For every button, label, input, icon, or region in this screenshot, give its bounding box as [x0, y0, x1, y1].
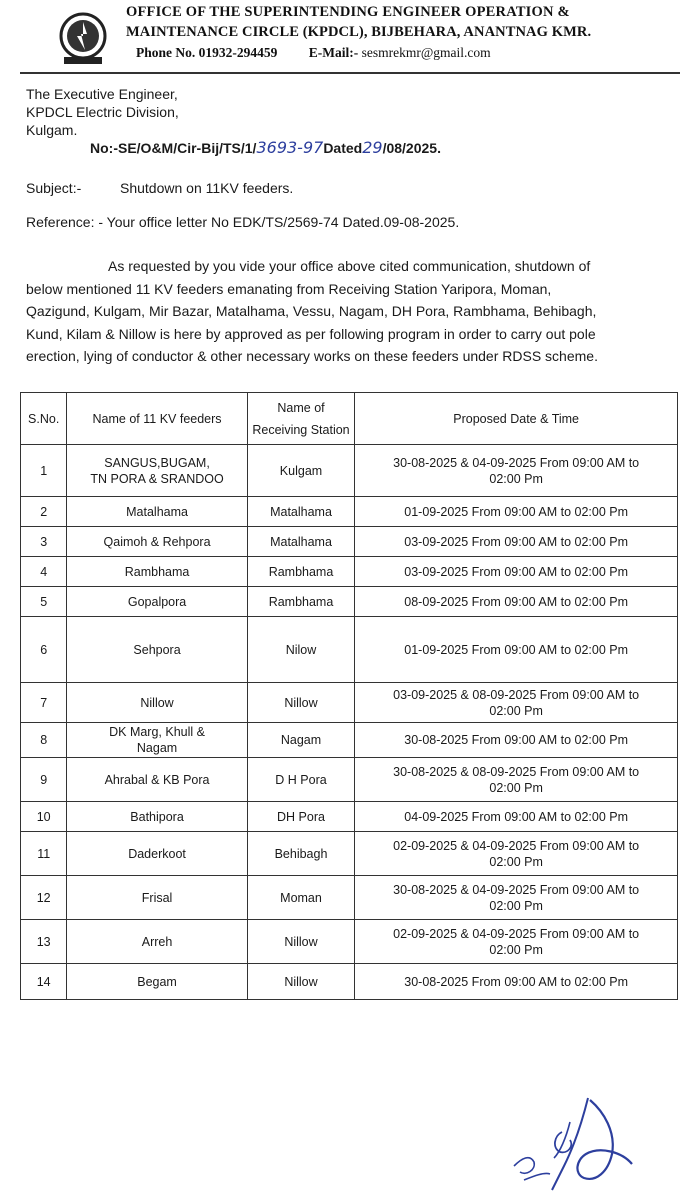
date-time-line1: 30-08-2025 From 09:00 AM to 02:00 Pm	[404, 974, 629, 989]
handwritten-signature-icon	[504, 1092, 644, 1196]
email-label: E-Mail:-	[308, 45, 359, 60]
table-row	[21, 527, 678, 557]
letterhead-contact	[136, 45, 491, 61]
cell-feeder-name	[67, 876, 247, 920]
cell-sno: 14	[21, 964, 67, 1000]
table-row	[21, 802, 678, 832]
cell-date-time	[355, 802, 678, 832]
reference-line: Reference: - Your office letter No EDK/TS/2569-74 Dated.09-08-2025.	[26, 214, 460, 230]
table-row	[21, 497, 678, 527]
cell-feeder-name	[67, 758, 247, 802]
table-row	[21, 832, 678, 876]
date-time-line2: 02:00 Pm	[489, 780, 543, 795]
cell-receiving-station: Nillow	[247, 683, 355, 723]
feeder-name-line1: Ahrabal & KB Pora	[104, 772, 210, 787]
date-time-line1: 03-09-2025 From 09:00 AM to 02:00 Pm	[404, 534, 629, 549]
recipient-line3: Kulgam.	[26, 122, 78, 138]
body-line: Qazigund, Kulgam, Mir Bazar, Matalhama, Vessu, Nagam, DH Pora, Rambhama, Behibagh,	[26, 303, 597, 319]
kpdcl-emblem-icon	[54, 10, 112, 66]
date-time-line1: 30-08-2025 & 04-09-2025 From 09:00 AM to	[393, 455, 640, 470]
cell-sno: 1	[21, 445, 67, 497]
cell-receiving-station: Nilow	[247, 617, 355, 683]
letter-reference-number	[90, 138, 441, 157]
header-sno: S.No.	[21, 393, 67, 445]
date-time-line1: 03-09-2025 & 08-09-2025 From 09:00 AM to	[393, 687, 640, 702]
feeder-name-line1: Bathipora	[130, 809, 184, 824]
cell-feeder-name	[67, 964, 247, 1000]
cell-feeder-name	[67, 683, 247, 723]
table-row	[21, 964, 678, 1000]
cell-date-time	[355, 617, 678, 683]
table-row	[21, 445, 678, 497]
phone-number: Phone No. 01932-294459	[136, 45, 278, 60]
feeder-name-line1: Nillow	[140, 695, 174, 710]
cell-sno: 3	[21, 527, 67, 557]
dated-label: Dated	[323, 140, 363, 156]
header-feeder-name: Name of 11 KV feeders	[67, 393, 247, 445]
cell-receiving-station: Rambhama	[247, 557, 355, 587]
date-time-line2: 02:00 Pm	[489, 703, 543, 718]
header-station-line1: Name of	[277, 400, 325, 415]
cell-receiving-station: Rambhama	[247, 587, 355, 617]
cell-date-time	[355, 964, 678, 1000]
cell-date-time	[355, 445, 678, 497]
cell-receiving-station: DH Pora	[247, 802, 355, 832]
body-line: below mentioned 11 KV feeders emanating from Receiving Station Yaripora, Moman,	[26, 280, 552, 297]
cell-feeder-name	[67, 445, 247, 497]
cell-sno: 11	[21, 832, 67, 876]
cell-date-time	[355, 683, 678, 723]
cell-feeder-name	[67, 832, 247, 876]
cell-date-time	[355, 758, 678, 802]
header-date-time: Proposed Date & Time	[355, 393, 678, 445]
feeder-name-line1: Qaimoh & Rehpora	[103, 534, 211, 549]
cell-date-time	[355, 832, 678, 876]
cell-date-time	[355, 497, 678, 527]
subject-label: Subject:-	[26, 180, 82, 196]
cell-feeder-name	[67, 557, 247, 587]
cell-sno: 12	[21, 876, 67, 920]
feeder-name-line2: Nagam	[136, 741, 178, 755]
date-time-line1: 08-09-2025 From 09:00 AM to 02:00 Pm	[404, 594, 629, 609]
cell-sno: 7	[21, 683, 67, 723]
date-time-line1: 03-09-2025 From 09:00 AM to 02:00 Pm	[404, 564, 629, 579]
feeder-name-line2: TN PORA & SRANDOO	[90, 471, 224, 486]
table-row	[21, 758, 678, 802]
email-address: sesmrekmr@gmail.com	[361, 45, 491, 60]
table-row	[21, 723, 678, 758]
cell-receiving-station: Nagam	[247, 723, 355, 758]
cell-feeder-name	[67, 802, 247, 832]
cell-feeder-name	[67, 497, 247, 527]
feeder-name-line1: Gopalpora	[127, 594, 187, 609]
date-time-line2: 02:00 Pm	[489, 898, 543, 913]
date-suffix: /08/2025.	[382, 140, 441, 156]
cell-receiving-station: D H Pora	[247, 758, 355, 802]
shutdown-schedule-table	[20, 392, 678, 1000]
table-row	[21, 617, 678, 683]
table-body	[21, 445, 678, 1000]
recipient-line2: KPDCL Electric Division,	[26, 104, 179, 120]
date-time-line1: 01-09-2025 From 09:00 AM to 02:00 Pm	[404, 642, 629, 657]
feeder-name-line1: Frisal	[141, 890, 173, 905]
letterhead-title-line1: OFFICE OF THE SUPERINTENDING ENGINEER OPERATION &	[126, 4, 570, 20]
header-station-line2: Receiving Station	[252, 422, 350, 437]
cell-sno: 13	[21, 920, 67, 964]
body-line: As requested by you vide your office above cited communication, shutdown of	[108, 258, 591, 274]
date-time-line1: 04-09-2025 From 09:00 AM to 02:00 Pm	[404, 809, 629, 824]
cell-feeder-name	[67, 587, 247, 617]
letterhead-title-line2: MAINTENANCE CIRCLE (KPDCL), BIJBEHARA, ANANTNAG KMR.	[126, 24, 592, 40]
ref-prefix: No:-SE/O&M/Cir-Bij/TS/1/	[90, 140, 257, 156]
body-line: erection, lying of conductor & other necessary works on these feeders under RDSS scheme.	[26, 348, 598, 364]
header-receiving-station	[247, 393, 355, 445]
cell-receiving-station: Kulgam	[247, 445, 355, 497]
cell-sno: 8	[21, 723, 67, 758]
cell-receiving-station: Moman	[247, 876, 355, 920]
cell-receiving-station: Matalhama	[247, 497, 355, 527]
handwritten-day: 29	[362, 138, 383, 157]
cell-date-time	[355, 557, 678, 587]
cell-date-time	[355, 723, 678, 758]
feeder-name-line1: Sehpora	[133, 642, 181, 657]
cell-date-time	[355, 876, 678, 920]
cell-sno: 4	[21, 557, 67, 587]
date-time-line2: 02:00 Pm	[489, 471, 543, 486]
date-time-line1: 02-09-2025 & 04-09-2025 From 09:00 AM to	[393, 926, 640, 941]
feeder-name-line1: SANGUS,BUGAM,	[104, 455, 210, 470]
cell-date-time	[355, 527, 678, 557]
date-time-line1: 30-08-2025 & 04-09-2025 From 09:00 AM to	[393, 882, 640, 897]
cell-feeder-name	[67, 920, 247, 964]
date-time-line1: 30-08-2025 & 08-09-2025 From 09:00 AM to	[393, 764, 640, 779]
table-row	[21, 920, 678, 964]
body-line: Kund, Kilam & Nillow is here by approved as per following program in order to carry out pole	[26, 325, 596, 342]
cell-sno: 6	[21, 617, 67, 683]
date-time-line2: 02:00 Pm	[489, 854, 543, 869]
cell-sno: 9	[21, 758, 67, 802]
table-row	[21, 587, 678, 617]
table-row	[21, 876, 678, 920]
handwritten-ref-number: 3693-97	[256, 138, 324, 157]
date-time-line1: 02-09-2025 & 04-09-2025 From 09:00 AM to	[393, 838, 640, 853]
feeder-name-line1: Arreh	[141, 934, 173, 949]
cell-receiving-station: Nillow	[247, 920, 355, 964]
feeder-name-line1: DK Marg, Khull &	[109, 725, 205, 739]
recipient-line1: The Executive Engineer,	[26, 86, 178, 102]
feeder-name-line1: Begam	[137, 974, 177, 989]
cell-sno: 10	[21, 802, 67, 832]
table-row	[21, 683, 678, 723]
subject-text: Shutdown on 11KV feeders.	[120, 180, 294, 196]
cell-feeder-name	[67, 723, 247, 758]
letterhead-divider	[20, 72, 680, 74]
feeder-name-line1: Daderkoot	[128, 846, 186, 861]
table-header-row	[21, 393, 678, 445]
cell-date-time	[355, 920, 678, 964]
feeder-name-line1: Matalhama	[126, 504, 188, 519]
cell-sno: 2	[21, 497, 67, 527]
cell-date-time	[355, 587, 678, 617]
date-time-line1: 01-09-2025 From 09:00 AM to 02:00 Pm	[404, 504, 629, 519]
feeder-name-line1: Rambhama	[124, 564, 190, 579]
cell-receiving-station: Nillow	[247, 964, 355, 1000]
date-time-line2: 02:00 Pm	[489, 942, 543, 957]
cell-feeder-name	[67, 617, 247, 683]
date-time-line1: 30-08-2025 From 09:00 AM to 02:00 Pm	[404, 733, 629, 747]
cell-feeder-name	[67, 527, 247, 557]
cell-receiving-station: Matalhama	[247, 527, 355, 557]
body-paragraph	[26, 255, 666, 368]
cell-receiving-station: Behibagh	[247, 832, 355, 876]
table-row	[21, 557, 678, 587]
cell-sno: 5	[21, 587, 67, 617]
